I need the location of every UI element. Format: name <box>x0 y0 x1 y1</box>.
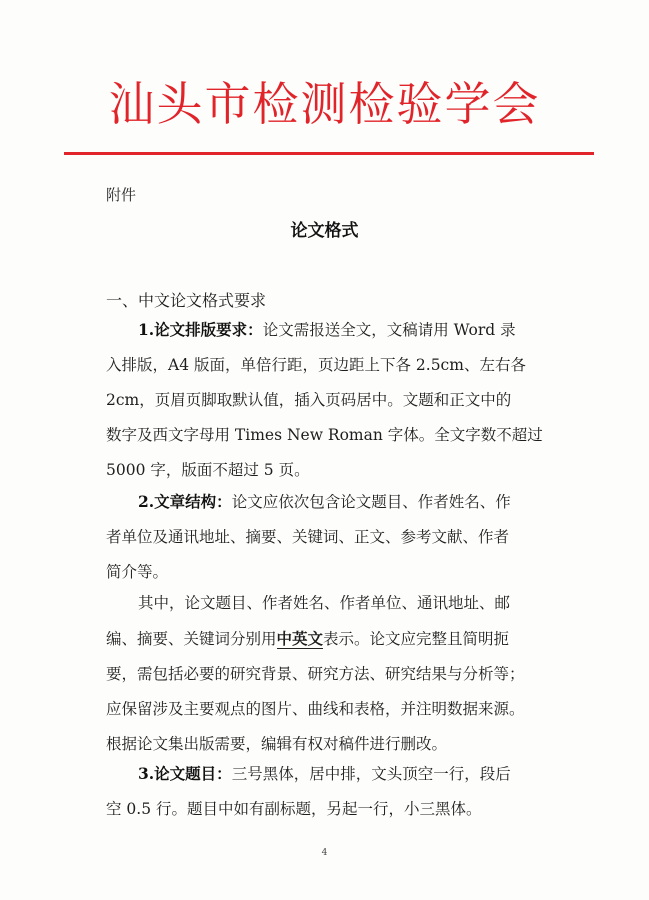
paragraph-text: 编、摘要、关键词分别用 <box>106 630 277 648</box>
paragraph-details <box>106 586 576 762</box>
emphasized-text: 中英文 <box>276 629 324 648</box>
paragraph-line: 者单位及通讯地址、摘要、关键词、正文、参考文献、作者 <box>106 528 510 546</box>
paragraph-text: 论文需报送全文，文稿请用 Word 录 <box>262 321 516 339</box>
paragraph-line: 数字及西文字母用 Times New Roman 字体。全文字数不超过 <box>106 426 543 444</box>
paragraph-line <box>106 484 576 520</box>
paragraph-line: 根据论文集出版需要，编辑有权对稿件进行删改。 <box>106 735 448 753</box>
paragraph-line <box>106 756 576 792</box>
paragraph-line: 入排版，A4 版面，单倍行距，页边距上下各 2.5cm、左右各 <box>106 356 526 374</box>
paragraph-layout-requirements <box>106 312 576 488</box>
paragraph-line: 应保留涉及主要观点的图片、曲线和表格，并注明数据来源。 <box>106 700 525 718</box>
paragraph-lead: 3.论文题目： <box>138 764 232 783</box>
attachment-label: 附件 <box>106 186 137 204</box>
paragraph-line: 5000 字，版面不超过 5 页。 <box>106 461 310 479</box>
page-number: 4 <box>321 848 328 858</box>
paragraph-lead: 1.论文排版要求： <box>138 320 263 339</box>
paragraph-line <box>106 621 576 657</box>
paragraph-line: 2cm，页眉页脚取默认值，插入页码居中。文题和正文中的 <box>106 391 512 409</box>
paragraph-article-structure <box>106 484 576 590</box>
organization-letterhead: 汕头市检测检验学会 <box>108 77 541 131</box>
document-title: 论文格式 <box>290 221 359 241</box>
letterhead-red-rule <box>64 152 594 155</box>
paragraph-paper-title <box>106 756 576 827</box>
paragraph-text: 论文应依次包含论文题目、作者姓名、作 <box>231 493 511 511</box>
paragraph-text: 三号黑体，居中排，文头顶空一行，段后 <box>231 765 511 783</box>
paragraph-line: 空 0.5 行。题目中如有副标题，另起一行，小三黑体。 <box>106 800 482 818</box>
paragraph-line: 简介等。 <box>106 563 169 581</box>
paragraph-line: 其中，论文题目、作者姓名、作者单位、通讯地址、邮 <box>138 594 511 612</box>
section-heading-chinese-format: 一、中文论文格式要求 <box>106 291 267 310</box>
paragraph-line: 要，需包括必要的研究背景、研究方法、研究结果与分析等； <box>106 665 525 683</box>
paragraph-lead: 2.文章结构： <box>138 492 232 511</box>
paragraph-line <box>106 312 576 348</box>
paragraph-text: 表示。论文应完整且简明扼 <box>323 630 510 648</box>
